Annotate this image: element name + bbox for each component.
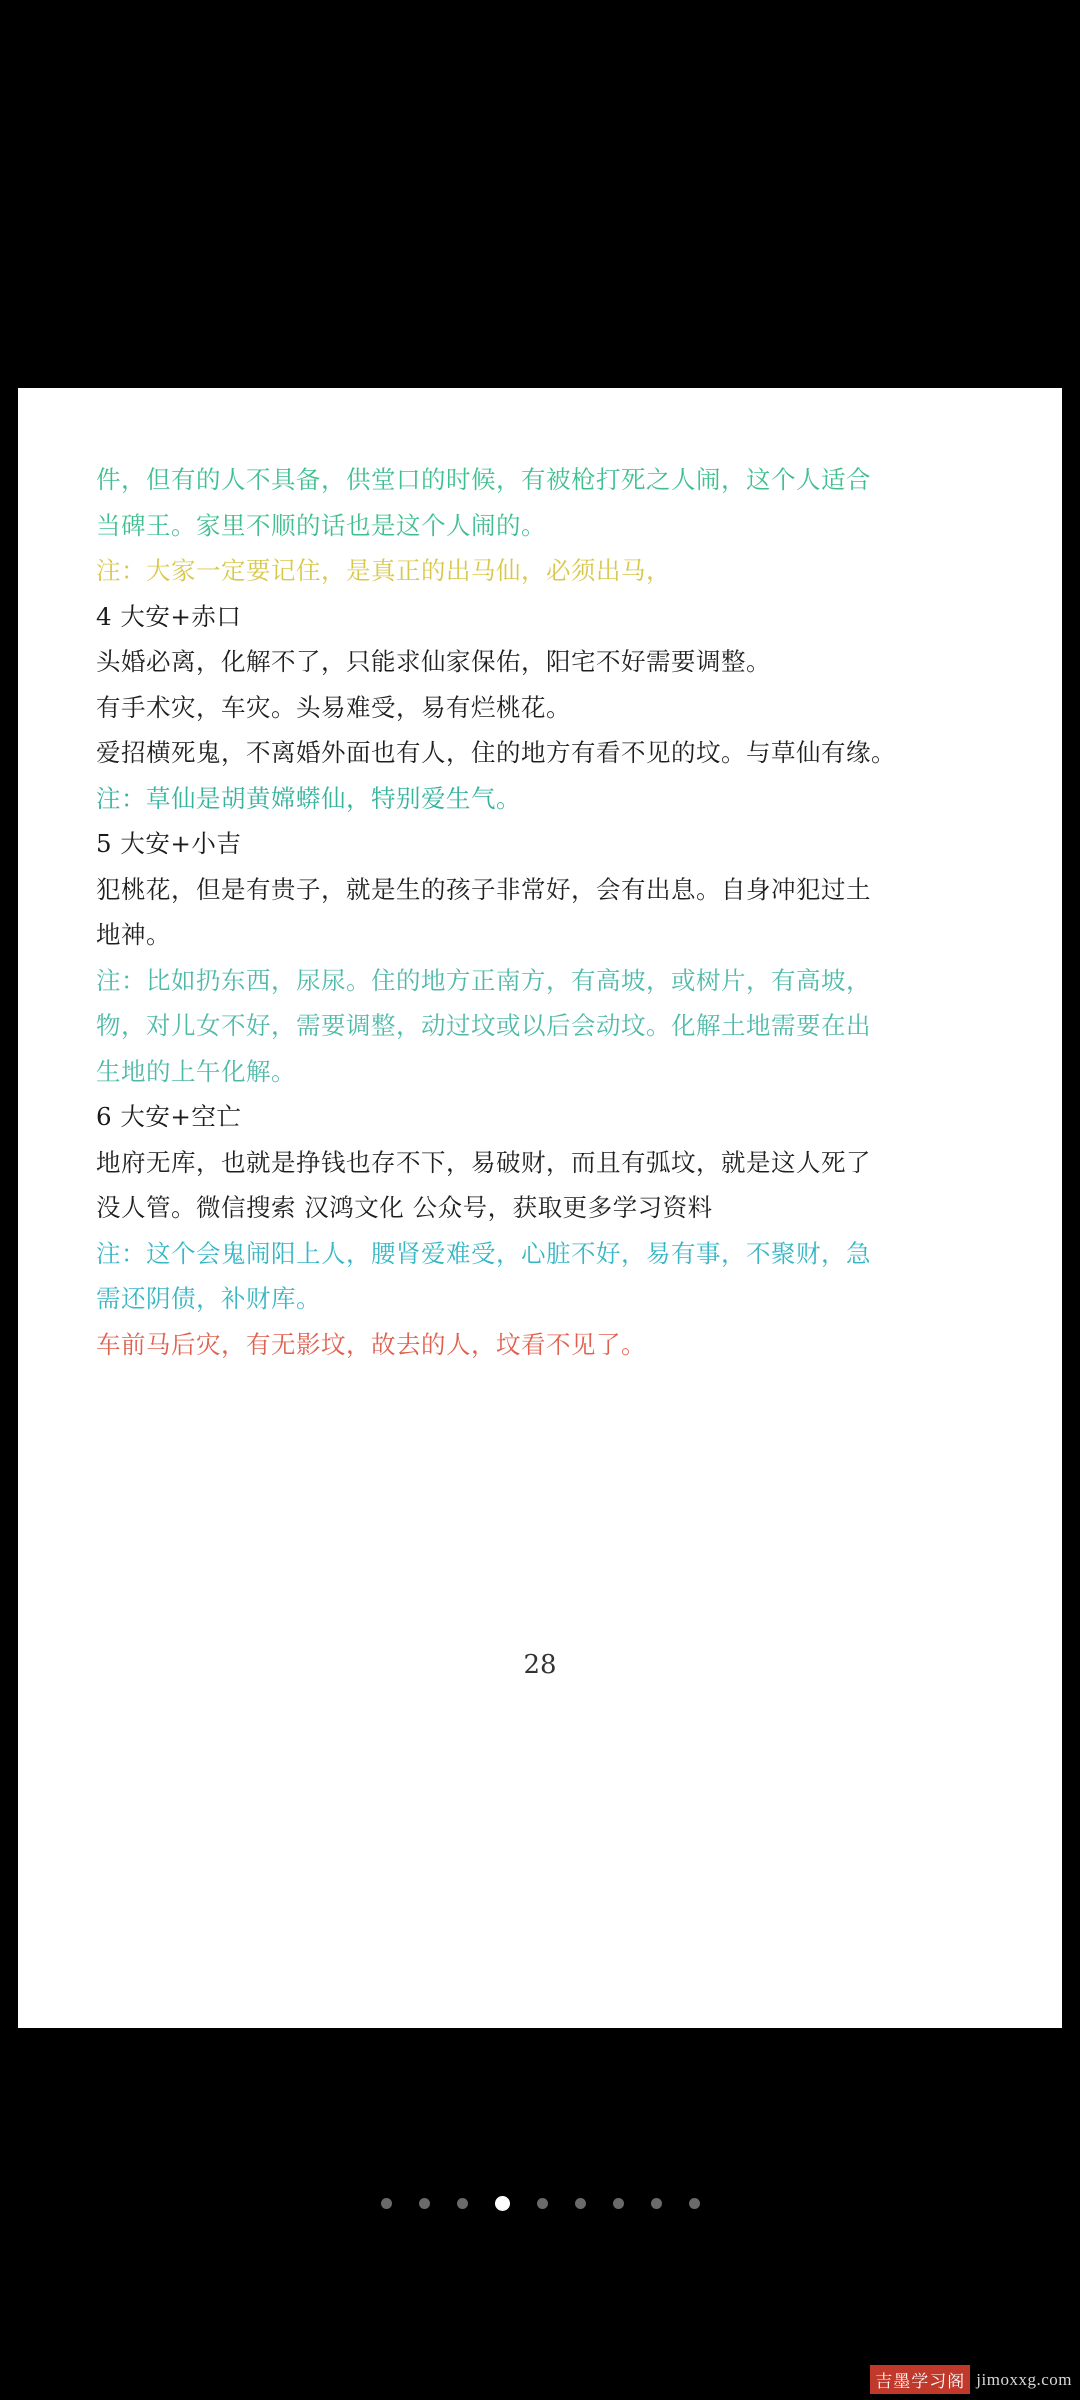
text-line: 有手术灾，车灾。头易难受，易有烂桃花。 xyxy=(96,692,571,722)
pager-dot[interactable] xyxy=(419,2198,430,2209)
watermark xyxy=(870,2365,1072,2394)
watermark-domain: jimoxxg.com xyxy=(976,2369,1072,2389)
section-heading-5: 5 大安+小吉 xyxy=(96,829,242,858)
text-line: 头婚必离，化解不了，只能求仙家保佑，阳宅不好需要调整。 xyxy=(96,647,771,676)
note-line: 生地的上午化解。 xyxy=(96,1056,296,1086)
text-line: 地府无库，也就是挣钱也存不下，易破财，而且有弧坟，就是这人死了 xyxy=(96,1147,871,1177)
pager-dot[interactable] xyxy=(537,2198,548,2209)
document-text-body xyxy=(96,465,1001,1378)
note-line: 物，对儿女不好，需要调整，动过坟或以后会动坟。化解土地需要在出 xyxy=(96,1011,871,1040)
section-heading-4: 4 大安+赤口 xyxy=(96,601,242,631)
text-line: 地神。 xyxy=(96,920,171,949)
pager-dot[interactable] xyxy=(381,2198,392,2209)
note-line: 注：大家一定要记住，是真正的出马仙，必须出马， xyxy=(96,556,671,585)
note-line: 需还阴债，补财库。 xyxy=(96,1284,321,1313)
pager-dot[interactable] xyxy=(689,2198,700,2209)
pager-dot[interactable] xyxy=(651,2198,662,2209)
pager-dot[interactable] xyxy=(575,2198,586,2209)
text-line: 当碑王。家里不顺的话也是这个人闹的。 xyxy=(96,510,546,540)
text-line: 没人管。微信搜索 汉鸿文化 公众号，获取更多学习资料 xyxy=(96,1193,713,1222)
text-line: 件，但有的人不具备，供堂口的时候，有被枪打死之人闹，这个人适合 xyxy=(96,465,871,494)
page-indicator[interactable] xyxy=(0,2196,1080,2211)
text-line: 爱招横死鬼，不离婚外面也有人，住的地方有看不见的坟。与草仙有缘。 xyxy=(96,738,896,767)
note-line: 车前马后灾，有无影坟，故去的人，坟看不见了。 xyxy=(96,1329,646,1359)
note-line: 注：比如扔东西，尿尿。住的地方正南方，有高坡，或树片，有高坡， xyxy=(96,965,871,995)
note-line: 注：草仙是胡黄嫦蟒仙，特别爱生气。 xyxy=(96,783,521,813)
page-number: 28 xyxy=(523,1650,557,1680)
watermark-logo-text: 吉墨学习阁 xyxy=(870,2365,970,2394)
pager-dot[interactable] xyxy=(613,2198,624,2209)
pager-dot[interactable] xyxy=(457,2198,468,2209)
document-page xyxy=(18,388,1062,2028)
text-line: 犯桃花，但是有贵子，就是生的孩子非常好，会有出息。自身冲犯过土 xyxy=(96,874,871,904)
pager-dot-active[interactable] xyxy=(495,2196,510,2211)
note-line: 注：这个会鬼闹阳上人，腰肾爱难受，心脏不好，易有事，不聚财，急 xyxy=(96,1238,871,1268)
section-heading-6: 6 大安+空亡 xyxy=(96,1102,242,1131)
